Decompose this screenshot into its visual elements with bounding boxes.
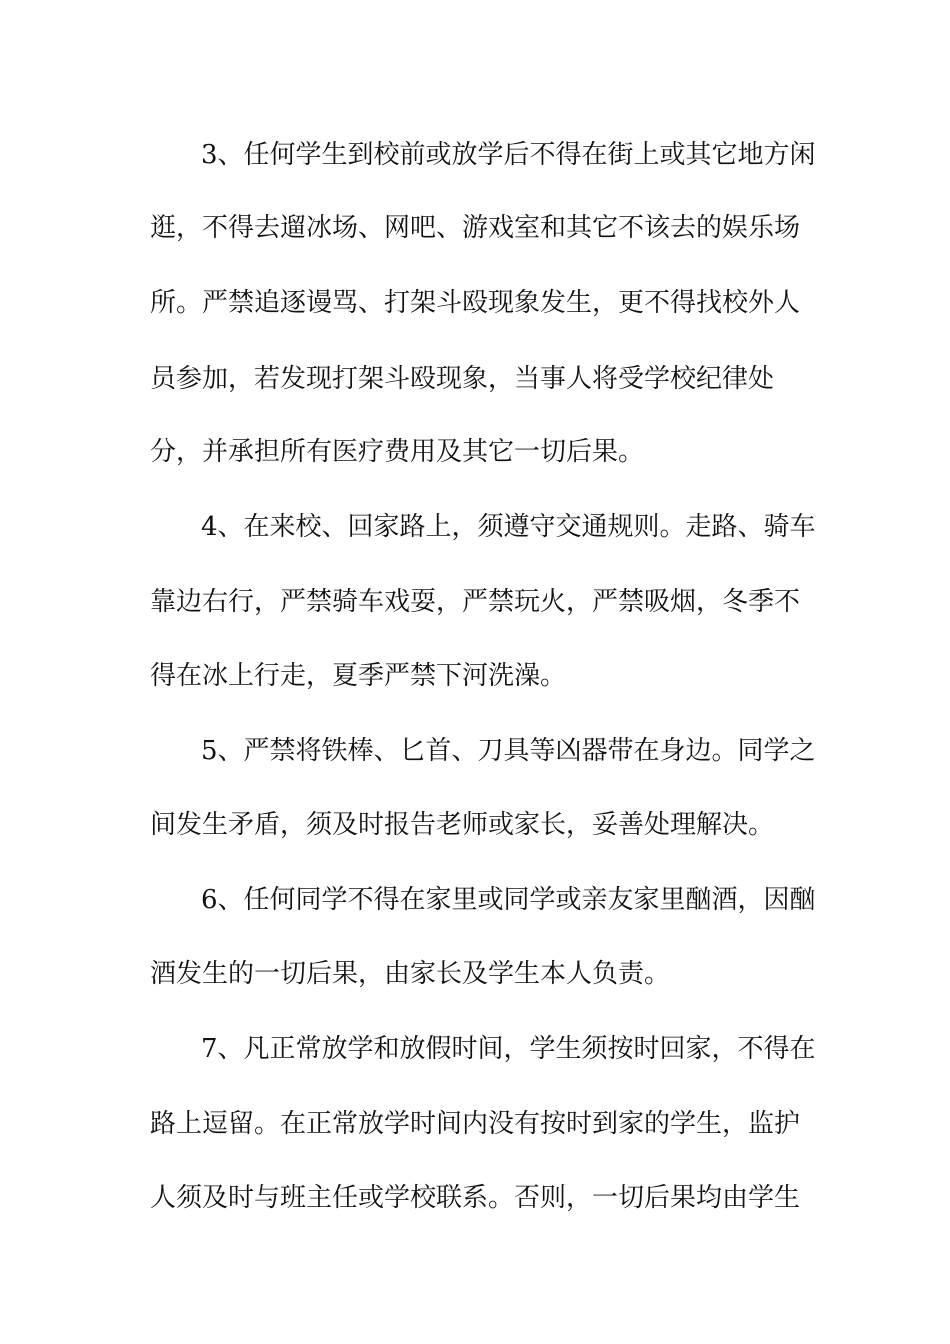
- paragraph-3-line-4: 员参加，若发现打架斗殴现象，当事人将受学校纪律处: [150, 364, 775, 394]
- paragraph-3-line-1: 3、任何学生到校前或放学后不得在街上或其它地方闲: [201, 140, 816, 170]
- paragraph-5-line-1: 5、严禁将铁棒、匕首、刀具等凶器带在身边。同学之: [201, 736, 816, 766]
- paragraph-3-line-2: 逛，不得去遛冰场、网吧、游戏室和其它不该去的娱乐场: [150, 213, 801, 243]
- paragraph-4-line-3: 得在冰上行走，夏季严禁下河洗澡。: [150, 661, 567, 691]
- paragraph-3-line-5: 分，并承担所有医疗费用及其它一切后果。: [150, 437, 645, 467]
- paragraph-6-line-2: 酒发生的一切后果，由家长及学生本人负责。: [150, 959, 671, 989]
- paragraph-3-line-3: 所。严禁追逐谩骂、打架斗殴现象发生，更不得找校外人: [150, 288, 801, 318]
- paragraph-7-line-1: 7、凡正常放学和放假时间，学生须按时回家，不得在: [201, 1034, 816, 1064]
- paragraph-4-line-1: 4、在来校、回家路上，须遵守交通规则。走路、骑车: [201, 512, 816, 542]
- paragraph-4-line-2: 靠边右行，严禁骑车戏耍，严禁玩火，严禁吸烟，冬季不: [150, 587, 801, 617]
- paragraph-7-line-2: 路上逗留。在正常放学时间内没有按时到家的学生，监护: [150, 1109, 801, 1139]
- paragraph-7-line-3: 人须及时与班主任或学校联系。否则，一切后果均由学生: [150, 1183, 801, 1213]
- paragraph-5-line-2: 间发生矛盾，须及时报告老师或家长，妥善处理解决。: [150, 810, 775, 840]
- paragraph-6-line-1: 6、任何同学不得在家里或同学或亲友家里酗酒，因酗: [201, 885, 816, 915]
